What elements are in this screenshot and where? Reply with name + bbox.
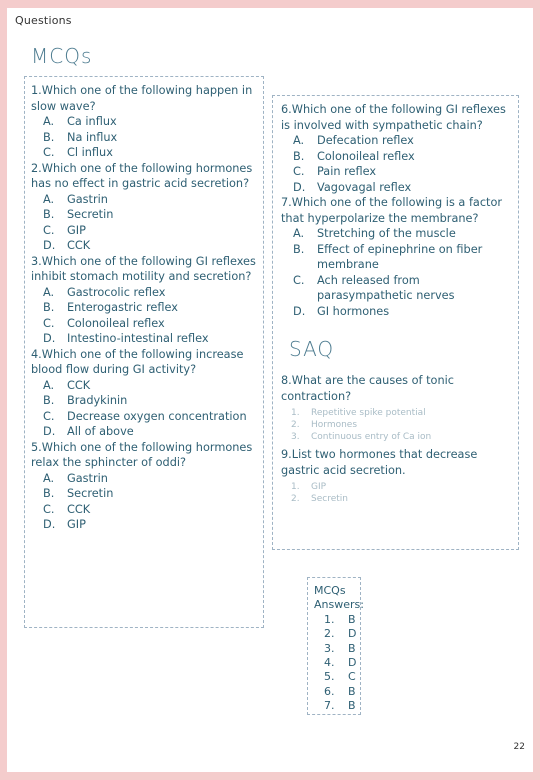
saq-answer-text: Repetitive spike potential — [311, 408, 426, 418]
option-letter: C. — [43, 502, 55, 516]
answer-row — [314, 613, 360, 627]
option-text: Pain reflex — [317, 165, 377, 178]
option-text: Decrease oxygen concentration — [67, 409, 247, 423]
answer-letter: B — [348, 684, 356, 698]
option-item — [31, 207, 257, 223]
answer-number: 6. — [324, 684, 335, 698]
option-text: Colonoileal reflex — [67, 316, 165, 330]
mcqs-heading: MCQs — [31, 44, 93, 68]
option-list — [31, 114, 257, 161]
option-text: Secretin — [67, 208, 114, 221]
option-letter: D. — [293, 304, 306, 318]
answer-row — [314, 685, 360, 699]
option-item — [31, 114, 257, 130]
section-label: Questions — [15, 14, 72, 27]
option-item — [31, 145, 257, 161]
option-text: Vagovagal reflex — [317, 180, 412, 194]
option-letter: A. — [43, 378, 55, 392]
answers-list — [314, 613, 360, 714]
option-letter: B. — [43, 208, 55, 221]
option-item — [31, 378, 257, 394]
option-text: Cl influx — [67, 146, 113, 159]
answer-letter: C — [348, 670, 356, 684]
option-item — [31, 486, 257, 502]
answers-subtitle: Answers: — [314, 598, 364, 612]
option-text: CCK — [67, 378, 91, 392]
answer-letter: D — [348, 627, 357, 641]
saq-answer-number: 1. — [291, 482, 300, 492]
option-letter: D. — [293, 180, 306, 194]
option-text: GIP — [67, 223, 86, 237]
option-letter: A. — [293, 134, 305, 147]
answers-title: MCQs — [314, 584, 346, 597]
mcq-list-right — [281, 102, 512, 319]
option-list — [31, 192, 257, 254]
question-stem: 1.Which one of the following happen in slow wave? — [31, 84, 253, 113]
option-text: GIP — [67, 518, 86, 531]
option-text: Bradykinin — [67, 394, 128, 407]
option-item — [31, 238, 257, 254]
option-item — [31, 316, 257, 332]
saq-answer-text: Continuous entry of Ca ion — [311, 432, 432, 442]
page-number: 22 — [513, 742, 525, 752]
option-letter: B. — [293, 149, 305, 163]
option-item — [31, 502, 257, 518]
option-item — [31, 192, 257, 208]
saq-list — [281, 373, 512, 505]
saq-answer-number: 1. — [291, 408, 300, 418]
option-letter: C. — [43, 409, 55, 423]
option-item — [31, 409, 257, 425]
saq-answer-number: 3. — [291, 432, 300, 442]
option-text: Gastrin — [67, 192, 108, 206]
answer-number: 7. — [324, 699, 335, 713]
answer-letter: B — [348, 641, 356, 655]
option-letter: C. — [43, 223, 55, 237]
answer-row — [314, 627, 360, 641]
option-list — [281, 133, 512, 195]
option-letter: A. — [43, 115, 55, 128]
saq-answer-number: 2. — [291, 420, 300, 430]
option-letter: B. — [43, 301, 55, 314]
mcq-box-left — [24, 76, 264, 628]
saq-answer-text: Secretin — [311, 494, 348, 504]
option-letter: C. — [43, 316, 55, 330]
option-letter: B. — [293, 242, 305, 256]
saq-question-stem: 8.What are the causes of tonic contraction? — [281, 374, 454, 403]
answers-box — [307, 577, 364, 715]
option-text: Defecation reflex — [317, 134, 414, 147]
question-stem: 7.Which one of the following is a factor that hyperpolarize the membrane? — [281, 196, 503, 225]
option-letter: A. — [43, 471, 55, 485]
saq-answer-text: Hormones — [311, 420, 358, 430]
mcq-list-left — [31, 83, 257, 533]
option-text: CCK — [67, 239, 91, 252]
answer-row — [314, 642, 360, 656]
option-text: Colonoileal reflex — [317, 149, 415, 163]
answer-number: 2. — [324, 627, 335, 641]
option-item — [31, 471, 257, 487]
option-letter: D. — [43, 332, 56, 345]
answer-number: 4. — [324, 656, 335, 670]
question-stem: 4.Which one of the following increase blood flow during GI activity? — [31, 347, 244, 376]
answer-row — [314, 656, 360, 670]
saq-question-stem: 9.List two hormones that decrease gastric acid secretion. — [281, 448, 478, 477]
saq-answer-item — [281, 493, 512, 505]
saq-answer-number: 2. — [291, 494, 300, 504]
option-text: Ca influx — [67, 115, 117, 128]
answer-letter: D — [348, 656, 357, 670]
saq-answer-item — [281, 407, 512, 419]
saq-answer-list — [281, 407, 512, 443]
option-letter: A. — [43, 192, 55, 206]
option-item — [31, 300, 257, 316]
option-letter: D. — [43, 518, 56, 531]
option-item — [31, 393, 257, 409]
option-letter: A. — [293, 227, 305, 240]
option-item — [31, 130, 257, 146]
option-item — [31, 424, 257, 440]
option-text: GI hormones — [317, 304, 390, 318]
option-list — [31, 471, 257, 533]
option-text: Effect of epinephrine on fiber membrane — [317, 242, 483, 271]
answer-letter: B — [348, 699, 356, 713]
option-item — [281, 133, 512, 149]
option-text: Enterogastric reflex — [67, 301, 178, 314]
option-text: CCK — [67, 502, 91, 516]
saq-answer-item — [281, 419, 512, 431]
question-stem: 6.Which one of the following GI reflexes is involved with sympathetic chain? — [281, 103, 506, 132]
option-text: Ach released from parasympathetic nerves — [317, 273, 455, 302]
option-text: Secretin — [67, 487, 114, 500]
option-letter: B. — [43, 394, 55, 407]
answer-row — [314, 699, 360, 713]
option-item — [281, 304, 512, 320]
option-item — [31, 331, 257, 347]
page — [7, 8, 533, 772]
option-item — [31, 223, 257, 239]
option-list — [31, 285, 257, 347]
answer-row — [314, 670, 360, 684]
option-text: Intestino-intestinal reflex — [67, 332, 209, 345]
option-item — [31, 285, 257, 301]
option-text: Gastrin — [67, 471, 108, 485]
option-text: Na influx — [67, 130, 118, 144]
option-letter: C. — [293, 273, 305, 287]
saq-answer-item — [281, 481, 512, 493]
option-letter: B. — [43, 130, 55, 144]
question-stem: 3.Which one of the following GI reflexes inhibit stomach motility and secretion? — [31, 254, 256, 283]
option-item — [281, 226, 512, 242]
option-letter: D. — [43, 425, 56, 438]
option-letter: C. — [293, 165, 305, 178]
option-text: All of above — [67, 425, 134, 438]
option-letter: D. — [43, 239, 56, 252]
option-list — [281, 226, 512, 319]
option-text: Stretching of the muscle — [317, 227, 456, 240]
mcq-box-right — [272, 95, 519, 550]
saq-answer-item — [281, 431, 512, 443]
option-item — [281, 180, 512, 196]
option-letter: C. — [43, 146, 55, 159]
saq-answer-list — [281, 481, 512, 505]
answer-number: 3. — [324, 641, 335, 655]
question-stem: 2.Which one of the following hormones has no effect in gastric acid secretion? — [31, 161, 253, 190]
option-item — [281, 242, 512, 273]
question-stem: 5.Which one of the following hormones relax the sphincter of oddi? — [31, 440, 253, 469]
option-item — [281, 273, 512, 304]
answer-letter: B — [348, 612, 356, 626]
saq-answer-text: GIP — [311, 482, 327, 492]
option-item — [281, 164, 512, 180]
answer-number: 5. — [324, 670, 335, 684]
answer-number: 1. — [324, 612, 335, 626]
option-letter: B. — [43, 487, 55, 500]
saq-heading: SAQ — [289, 337, 335, 361]
option-text: Gastrocolic reflex — [67, 285, 166, 299]
option-letter: A. — [43, 285, 55, 299]
option-item — [281, 149, 512, 165]
option-item — [31, 517, 257, 533]
option-list — [31, 378, 257, 440]
